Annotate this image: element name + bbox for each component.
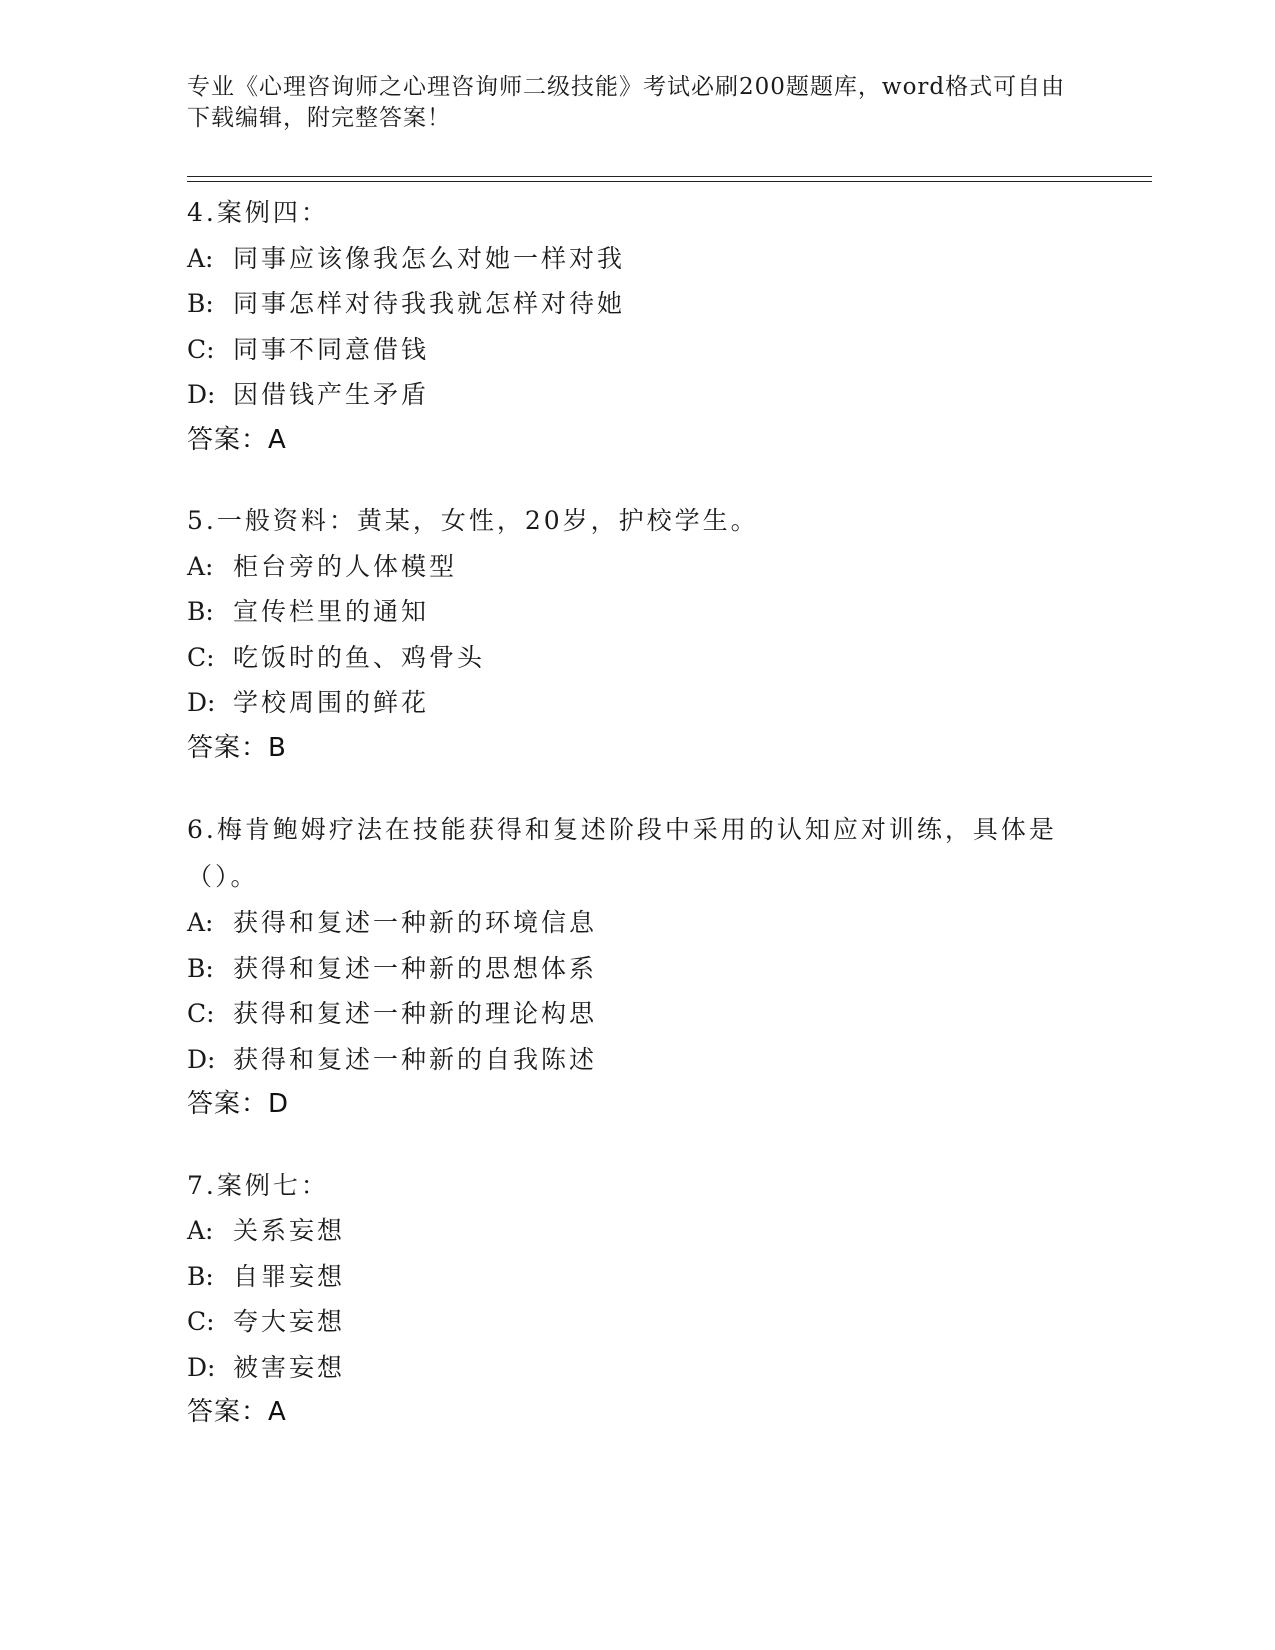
option-d — [187, 1037, 1107, 1083]
option-b — [187, 946, 1107, 992]
answer-label: 答案：A — [187, 424, 287, 455]
question-stem: 5.一般资料：黄某，女性，20岁，护校学生。 — [187, 506, 759, 535]
option-text: 夸大妄想 — [233, 1307, 346, 1336]
question-4 — [187, 190, 1107, 463]
option-d — [187, 680, 1107, 726]
question-stem: 4.案例四： — [187, 198, 329, 227]
option-text: 宣传栏里的通知 — [233, 597, 430, 626]
option-a — [187, 1208, 1107, 1254]
option-letter: D: — [187, 1352, 216, 1382]
option-letter: C: — [187, 334, 215, 364]
option-text: 同事应该像我怎么对她一样对我 — [233, 243, 626, 273]
answer-label: 答案：D — [187, 1089, 290, 1119]
option-text: 因借钱产生矛盾 — [233, 380, 430, 409]
option-letter: C: — [187, 999, 215, 1028]
option-a — [187, 236, 1107, 282]
option-text: 同事不同意借钱 — [233, 334, 430, 364]
option-letter: C: — [187, 1307, 215, 1336]
option-d — [187, 372, 1107, 418]
option-text: 学校周围的鲜花 — [233, 688, 430, 717]
header-divider-top — [187, 176, 1152, 177]
option-letter: A: — [187, 551, 214, 581]
option-letter: B: — [187, 1261, 214, 1291]
option-letter: A: — [187, 1216, 214, 1245]
option-b — [187, 281, 1107, 327]
option-c — [187, 635, 1107, 681]
question-5 — [187, 498, 1107, 771]
option-letter: A: — [187, 243, 214, 273]
option-c — [187, 327, 1107, 373]
question-6 — [187, 806, 1107, 1128]
option-a — [187, 900, 1107, 946]
document-header: 专业《心理咨询师之心理咨询师二级技能》考试必刷200题题库，word格式可自由下载编辑，附完整答案！ — [187, 74, 1066, 131]
option-text: 被害妄想 — [233, 1352, 346, 1382]
option-letter: B: — [187, 597, 214, 626]
option-text: 关系妄想 — [233, 1216, 346, 1245]
option-text: 柜台旁的人体模型 — [233, 551, 458, 581]
option-text: 获得和复述一种新的理论构思 — [233, 999, 598, 1028]
question-stem: 6.梅肯鲍姆疗法在技能获得和复述阶段中采用的认知应对训练，具体是（）。 — [187, 815, 1057, 891]
question-list — [187, 190, 1107, 1471]
option-a — [187, 544, 1107, 590]
answer-label: 答案：A — [187, 1397, 287, 1427]
option-c — [187, 991, 1107, 1037]
option-letter: C: — [187, 642, 215, 672]
question-stem: 7.案例七： — [187, 1170, 329, 1200]
option-letter: B: — [187, 953, 214, 983]
option-letter: D: — [187, 688, 216, 717]
answer-label: 答案：B — [187, 732, 287, 763]
option-text: 获得和复述一种新的环境信息 — [233, 908, 598, 937]
option-text: 同事怎样对待我我就怎样对待她 — [233, 289, 626, 318]
option-letter: B: — [187, 289, 214, 318]
option-c — [187, 1299, 1107, 1345]
option-d — [187, 1345, 1107, 1391]
option-text: 吃饭时的鱼、鸡骨头 — [233, 642, 486, 672]
header-divider-bottom — [187, 181, 1152, 182]
option-letter: D: — [187, 1044, 216, 1074]
option-text: 获得和复述一种新的自我陈述 — [233, 1044, 598, 1074]
option-letter: A: — [187, 908, 214, 937]
option-text: 获得和复述一种新的思想体系 — [233, 953, 598, 983]
option-letter: D: — [187, 380, 216, 409]
question-7 — [187, 1163, 1107, 1436]
option-b — [187, 589, 1107, 635]
option-b — [187, 1254, 1107, 1300]
option-text: 自罪妄想 — [233, 1261, 346, 1291]
